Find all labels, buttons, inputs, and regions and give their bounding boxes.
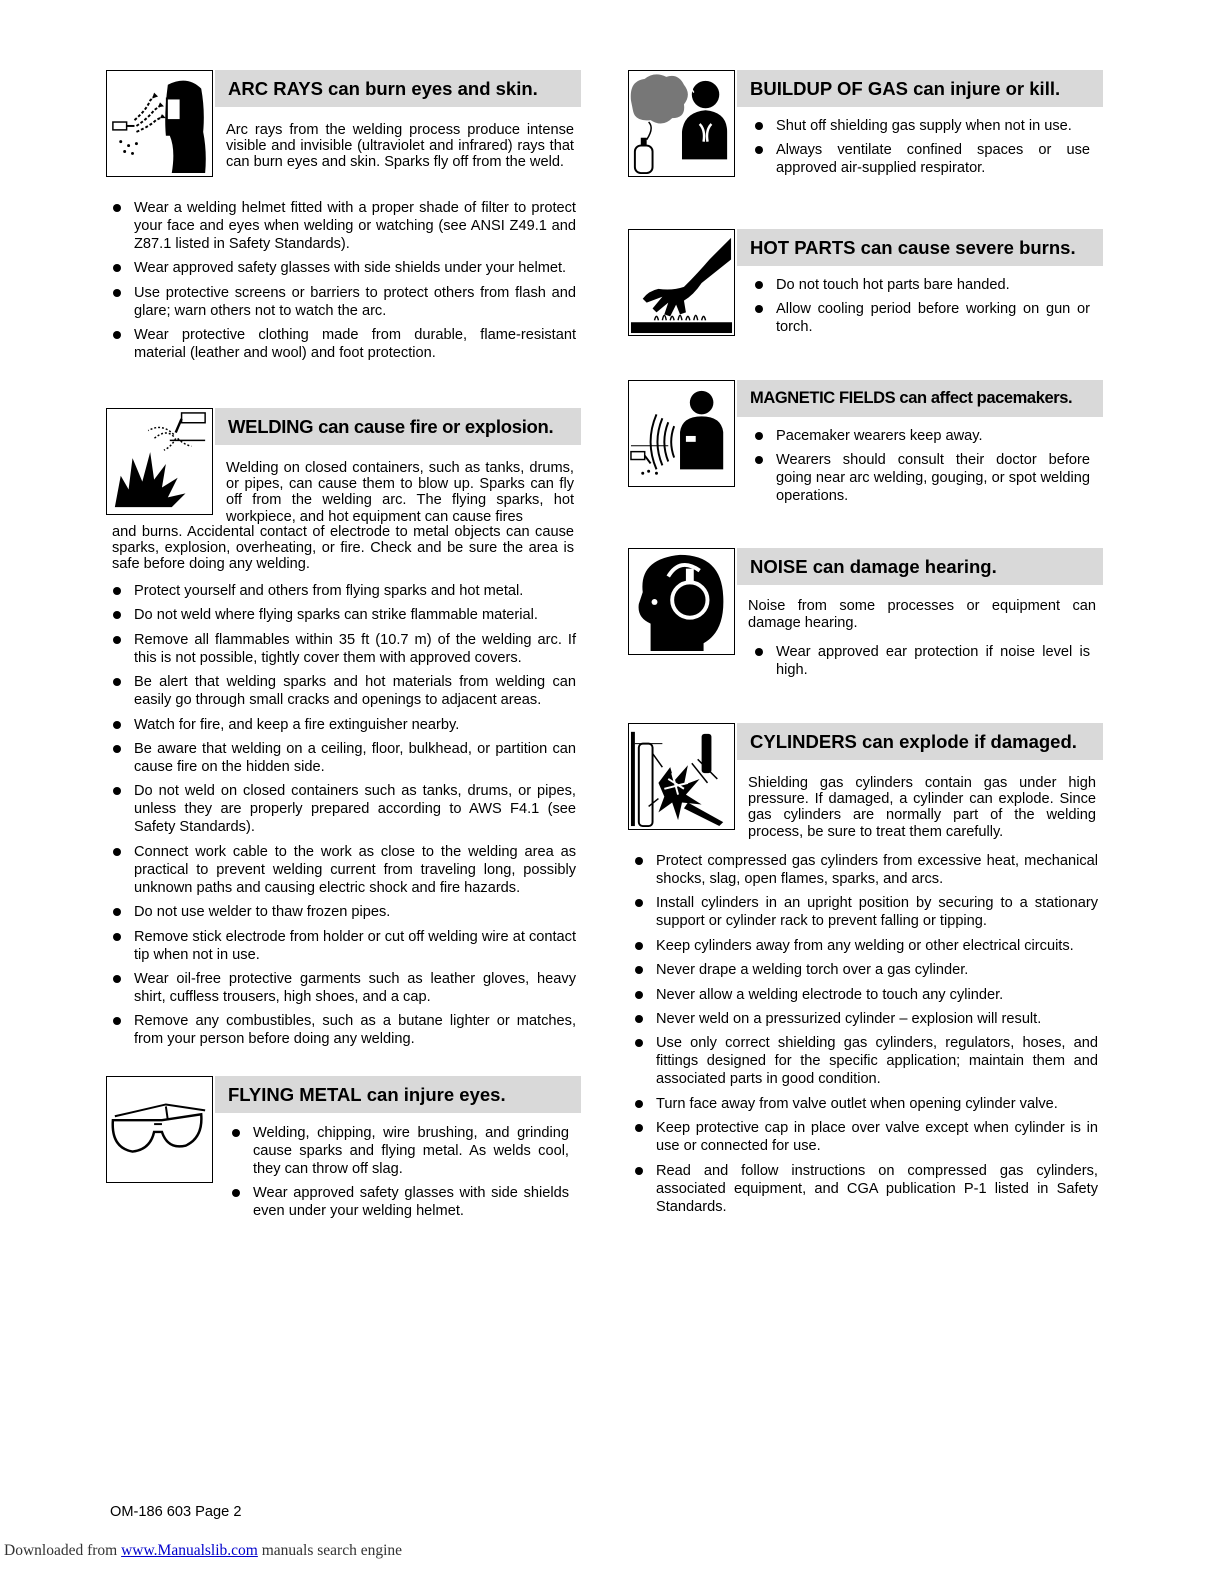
list-item: Install cylinders in an upright position by securing to a stationary support or cylinder rack to prevent falling or tipping. — [632, 894, 1098, 930]
gas-title: BUILDUP OF GAS can injure or kill. — [737, 70, 1103, 107]
list-item: Wear approved safety glasses with side shields under your helmet. — [110, 259, 576, 277]
list-item: Keep cylinders away from any welding or other electrical circuits. — [632, 937, 1098, 955]
list-item: Do not use welder to thaw frozen pipes. — [110, 903, 576, 921]
list-item: Wearers should consult their doctor before going near arc welding, gouging, or spot welding operations. — [752, 451, 1090, 505]
welding-title: WELDING can cause fire or explosion. — [215, 408, 581, 445]
list-item: Connect work cable to the work as close to the welding area as practical to prevent welding current from traveling long, possibly unknown paths and causing electric shock and fire hazards. — [110, 843, 576, 897]
welding-bullets — [110, 582, 576, 1055]
list-item: Remove all flammables within 35 ft (10.7 m) of the welding arc. If this is not possible, tightly cover them with approved covers. — [110, 631, 576, 667]
list-item: Wear a welding helmet fitted with a proper shade of filter to protect your face and eyes when welding or watching (see ANSI Z49.1 and Z87.1 listed in Safety Standards). — [110, 199, 576, 253]
list-item: Turn face away from valve outlet when opening cylinder valve. — [632, 1095, 1098, 1113]
list-item: Remove any combustibles, such as a butane lighter or matches, from your person before doing any welding. — [110, 1012, 576, 1048]
safety-glasses-icon — [106, 1076, 213, 1183]
cylinders-bullets — [632, 852, 1098, 1222]
magnetic-bullets — [752, 427, 1090, 512]
noise-title: NOISE can damage hearing. — [737, 548, 1103, 585]
manualslib-link[interactable]: www.Manualslib.com — [121, 1542, 258, 1559]
list-item: Watch for fire, and keep a fire extinguisher nearby. — [110, 716, 576, 734]
download-prefix: Downloaded from — [4, 1542, 122, 1559]
list-item: Keep protective cap in place over valve except when cylinder is in use or connected for use. — [632, 1119, 1098, 1155]
download-banner — [4, 1542, 402, 1560]
fire-explosion-icon — [106, 408, 213, 515]
hot-parts-icon — [628, 229, 735, 336]
list-item: Protect yourself and others from flying sparks and hot metal. — [110, 582, 576, 600]
arc-rays-intro: Arc rays from the welding process produce intense visible and invisible (ultraviolet and infrared) rays that can burn eyes and skin. Sparks fly off from the weld. — [226, 122, 574, 171]
list-item: Use only correct shielding gas cylinders, regulators, hoses, and fittings designed for the specific application; maintain them and associated parts in good condition. — [632, 1034, 1098, 1088]
flying-metal-title: FLYING METAL can injure eyes. — [215, 1076, 581, 1113]
list-item: Do not touch hot parts bare handed. — [752, 276, 1090, 294]
hot-parts-bullets — [752, 276, 1090, 343]
gas-bullets — [752, 117, 1090, 184]
list-item: Do not weld on closed containers such as tanks, drums, or pipes, unless they are properly prepared according to AWS F4.1 (see Safety Standards). — [110, 782, 576, 836]
list-item: Be alert that welding sparks and hot materials from welding can easily go through small cracks and openings to adjacent areas. — [110, 673, 576, 709]
pacemaker-icon — [628, 380, 735, 487]
download-suffix: manuals search engine — [257, 1542, 403, 1559]
cylinders-intro: Shielding gas cylinders contain gas under high pressure. If damaged, a cylinder can explode. Since gas cylinders are normally part of the welding process, be sure to treat them carefully. — [748, 775, 1096, 840]
list-item: Never allow a welding electrode to touch any cylinder. — [632, 986, 1098, 1004]
list-item: Wear protective clothing made from durable, flame-resistant material (leather and wool) and foot protection. — [110, 326, 576, 362]
list-item: Welding, chipping, wire brushing, and grinding cause sparks and flying metal. As welds cool, they can throw off slag. — [229, 1124, 569, 1178]
cylinder-explosion-icon — [628, 723, 735, 830]
list-item: Allow cooling period before working on gun or torch. — [752, 300, 1090, 336]
page-number: OM-186 603 Page 2 — [110, 1504, 242, 1520]
list-item: Protect compressed gas cylinders from excessive heat, mechanical shocks, slag, open flames, sparks, and arcs. — [632, 852, 1098, 888]
gas-buildup-icon — [628, 70, 735, 177]
cylinders-title: CYLINDERS can explode if damaged. — [737, 723, 1103, 760]
hearing-icon — [628, 548, 735, 655]
arc-rays-icon — [106, 70, 213, 177]
list-item: Never weld on a pressurized cylinder – explosion will result. — [632, 1010, 1098, 1028]
noise-bullets — [752, 643, 1090, 685]
list-item: Never drape a welding torch over a gas cylinder. — [632, 961, 1098, 979]
welding-intro-a: Welding on closed containers, such as tanks, drums, or pipes, can cause them to blow up. Sparks can fly off from the welding arc. The flying sparks, hot workpiece, and hot equipment can cause fires — [226, 460, 574, 525]
list-item: Remove stick electrode from holder or cut off welding wire at contact tip when not in use. — [110, 928, 576, 964]
list-item: Wear oil-free protective garments such as leather gloves, heavy shirt, cuffless trousers, high shoes, and a cap. — [110, 970, 576, 1006]
arc-rays-title: ARC RAYS can burn eyes and skin. — [215, 70, 581, 107]
list-item: Read and follow instructions on compressed gas cylinders, associated equipment, and CGA publication P-1 listed in Safety Standards. — [632, 1162, 1098, 1216]
magnetic-title: MAGNETIC FIELDS can affect pacemakers. — [737, 380, 1103, 417]
list-item: Be aware that welding on a ceiling, floor, bulkhead, or partition can cause fire on the hidden side. — [110, 740, 576, 776]
hot-parts-title: HOT PARTS can cause severe burns. — [737, 229, 1103, 266]
list-item: Wear approved safety glasses with side shields even under your welding helmet. — [229, 1184, 569, 1220]
list-item: Always ventilate confined spaces or use approved air-supplied respirator. — [752, 141, 1090, 177]
list-item: Wear approved ear protection if noise level is high. — [752, 643, 1090, 679]
list-item: Do not weld where flying sparks can strike flammable material. — [110, 606, 576, 624]
welding-intro-b: and burns. Accidental contact of electrode to metal objects can cause sparks, explosion, overheating, or fire. Check and be sure the area is safe before doing any welding. — [112, 524, 574, 573]
list-item: Use protective screens or barriers to protect others from flash and glare; warn others not to watch the arc. — [110, 284, 576, 320]
flying-metal-bullets — [229, 1124, 569, 1227]
arc-rays-bullets — [110, 199, 576, 369]
noise-intro: Noise from some processes or equipment can damage hearing. — [748, 598, 1096, 631]
list-item: Pacemaker wearers keep away. — [752, 427, 1090, 445]
list-item: Shut off shielding gas supply when not in use. — [752, 117, 1090, 135]
